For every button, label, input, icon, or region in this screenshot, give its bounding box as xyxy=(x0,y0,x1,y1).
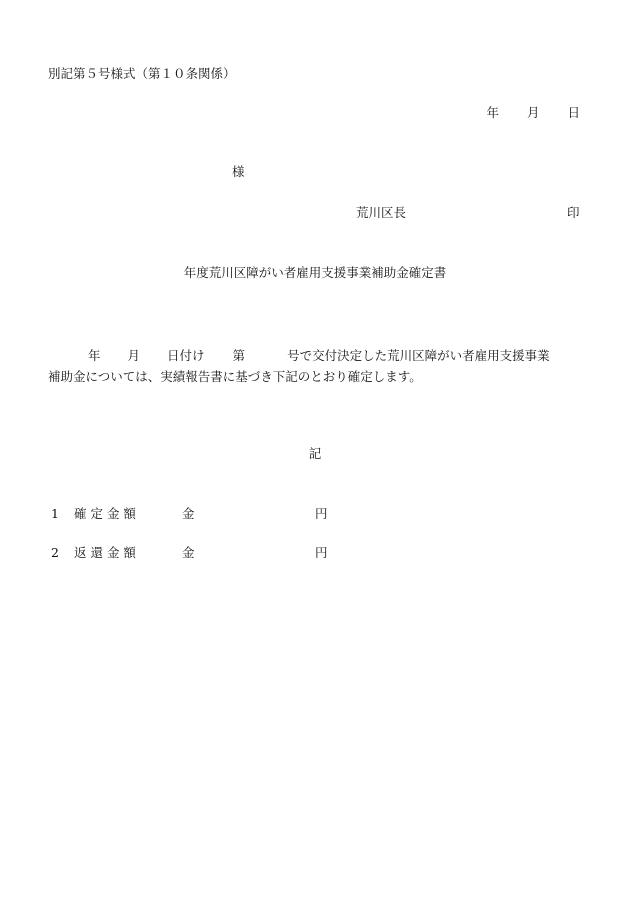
item-unit: 円 xyxy=(315,545,328,560)
seal-mark: 印 xyxy=(567,205,580,220)
body-line-1 xyxy=(48,345,582,366)
date-month: 月 xyxy=(526,105,540,120)
sender-name: 荒川区長 xyxy=(356,205,407,220)
date-line xyxy=(486,105,580,121)
item-prefix: 金 xyxy=(182,506,195,521)
body-year: 年 xyxy=(88,348,101,363)
form-label: 別記第５号様式（第１０条関係） xyxy=(48,66,236,81)
item-label: 確 定 金 額 xyxy=(74,506,136,521)
body-day: 日付け xyxy=(167,348,205,363)
body-no-prefix: 第 xyxy=(232,348,246,363)
item-number: 1 xyxy=(51,506,59,521)
item-prefix: 金 xyxy=(182,545,195,560)
date-day: 日 xyxy=(567,105,580,120)
addressee-suffix: 様 xyxy=(232,164,245,179)
body-month: 月 xyxy=(127,348,141,363)
date-year: 年 xyxy=(486,105,499,120)
document-title: 年度荒川区障がい者雇用支援事業補助金確定書 xyxy=(183,265,447,280)
body-paragraph xyxy=(48,345,582,387)
item-unit: 円 xyxy=(315,506,328,521)
item-label: 返 還 金 額 xyxy=(74,545,136,560)
item-number: 2 xyxy=(51,545,59,560)
body-line-2: 補助金については、実績報告書に基づき下記のとおり確定します。 xyxy=(48,369,422,384)
ki-heading: 記 xyxy=(308,446,322,461)
body-line1-rest: 号で交付決定した荒川区障がい者雇用支援事業 xyxy=(287,348,550,363)
